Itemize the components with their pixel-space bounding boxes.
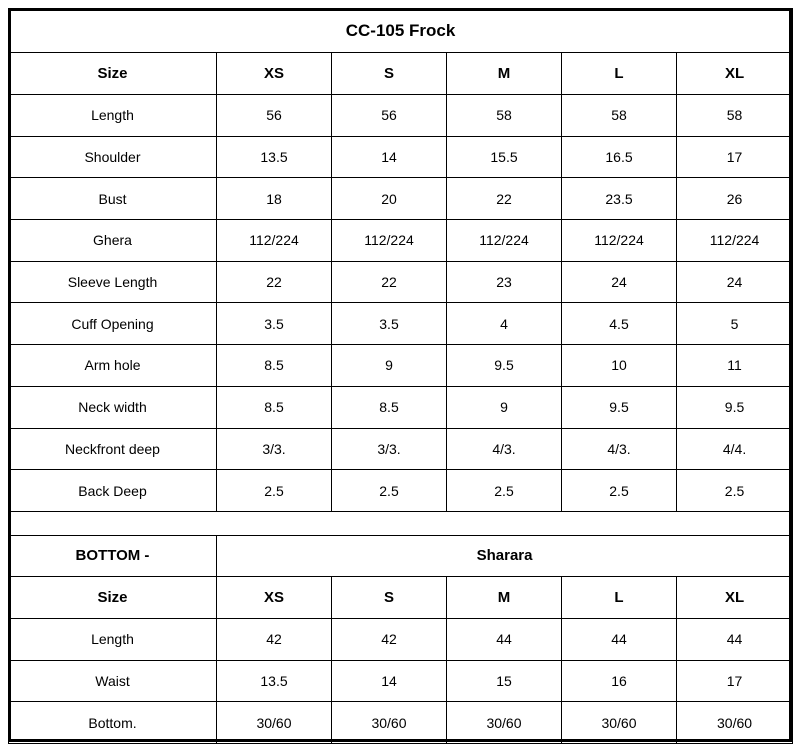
size-cell: 44 [677, 618, 793, 660]
row-label: Arm hole [9, 345, 217, 387]
size-cell: 15 [447, 660, 562, 702]
size-cell: 14 [332, 660, 447, 702]
row-label: Waist [9, 660, 217, 702]
row-label: Bottom. [9, 702, 217, 744]
size-cell: S [332, 53, 447, 95]
row-label: Length [9, 95, 217, 137]
size-cell: 9.5 [562, 386, 677, 428]
size-cell: L [562, 53, 677, 95]
size-cell: 3.5 [332, 303, 447, 345]
size-cell: 2.5 [332, 470, 447, 512]
size-cell: 58 [447, 95, 562, 137]
size-cell: 4/3. [562, 428, 677, 470]
size-cell: 17 [677, 136, 793, 178]
outer-border [8, 8, 792, 742]
row-label: Shoulder [9, 136, 217, 178]
size-cell: 112/224 [677, 220, 793, 262]
chart-title: CC-105 Frock [9, 9, 793, 53]
size-cell: 23.5 [562, 178, 677, 220]
size-cell: 5 [677, 303, 793, 345]
size-cell: XS [217, 53, 332, 95]
size-cell: 58 [562, 95, 677, 137]
size-cell: S [332, 576, 447, 618]
size-cell: 24 [562, 261, 677, 303]
size-cell: 30/60 [562, 702, 677, 744]
row-label: Size [9, 576, 217, 618]
size-cell: 44 [562, 618, 677, 660]
size-cell: L [562, 576, 677, 618]
bottom-garment-name: Sharara [217, 535, 793, 576]
size-cell: 16 [562, 660, 677, 702]
row-label: Neck width [9, 386, 217, 428]
size-cell: 26 [677, 178, 793, 220]
size-cell: 2.5 [217, 470, 332, 512]
size-cell: 9.5 [677, 386, 793, 428]
size-cell: 30/60 [332, 702, 447, 744]
size-cell: 22 [332, 261, 447, 303]
size-cell: 16.5 [562, 136, 677, 178]
size-cell: XL [677, 576, 793, 618]
row-label: Cuff Opening [9, 303, 217, 345]
size-cell: 13.5 [217, 660, 332, 702]
size-cell: 2.5 [447, 470, 562, 512]
size-cell: 4/4. [677, 428, 793, 470]
size-cell: 30/60 [677, 702, 793, 744]
size-cell: 18 [217, 178, 332, 220]
row-label: Sleeve Length [9, 261, 217, 303]
row-label: Bust [9, 178, 217, 220]
size-cell: 56 [332, 95, 447, 137]
size-cell: 15.5 [447, 136, 562, 178]
size-cell: 44 [447, 618, 562, 660]
size-cell: 3/3. [332, 428, 447, 470]
size-cell: 10 [562, 345, 677, 387]
size-cell: 8.5 [217, 345, 332, 387]
size-cell: 2.5 [677, 470, 793, 512]
size-cell: 2.5 [562, 470, 677, 512]
size-cell: XL [677, 53, 793, 95]
size-cell: 24 [677, 261, 793, 303]
size-cell: 22 [217, 261, 332, 303]
size-cell: 17 [677, 660, 793, 702]
size-cell: 4 [447, 303, 562, 345]
size-cell: 58 [677, 95, 793, 137]
row-label: Back Deep [9, 470, 217, 512]
size-cell: 11 [677, 345, 793, 387]
size-cell: 9 [332, 345, 447, 387]
size-cell: 3/3. [217, 428, 332, 470]
size-cell: 9 [447, 386, 562, 428]
size-cell: M [447, 576, 562, 618]
bottom-label: BOTTOM - [9, 535, 217, 576]
size-cell: 4/3. [447, 428, 562, 470]
size-cell: 112/224 [447, 220, 562, 262]
size-cell: 42 [217, 618, 332, 660]
row-label: Neckfront deep [9, 428, 217, 470]
size-cell: 13.5 [217, 136, 332, 178]
size-cell: 112/224 [332, 220, 447, 262]
size-cell: M [447, 53, 562, 95]
size-cell: 8.5 [332, 386, 447, 428]
size-cell: 112/224 [562, 220, 677, 262]
size-cell: XS [217, 576, 332, 618]
size-cell: 8.5 [217, 386, 332, 428]
size-cell: 23 [447, 261, 562, 303]
size-cell: 30/60 [447, 702, 562, 744]
size-cell: 56 [217, 95, 332, 137]
size-cell: 22 [447, 178, 562, 220]
size-cell: 14 [332, 136, 447, 178]
row-label: Length [9, 618, 217, 660]
row-label: Ghera [9, 220, 217, 262]
size-cell: 20 [332, 178, 447, 220]
size-cell: 42 [332, 618, 447, 660]
row-label: Size [9, 53, 217, 95]
size-cell: 4.5 [562, 303, 677, 345]
size-cell: 30/60 [217, 702, 332, 744]
size-cell: 112/224 [217, 220, 332, 262]
size-cell: 9.5 [447, 345, 562, 387]
size-cell: 3.5 [217, 303, 332, 345]
